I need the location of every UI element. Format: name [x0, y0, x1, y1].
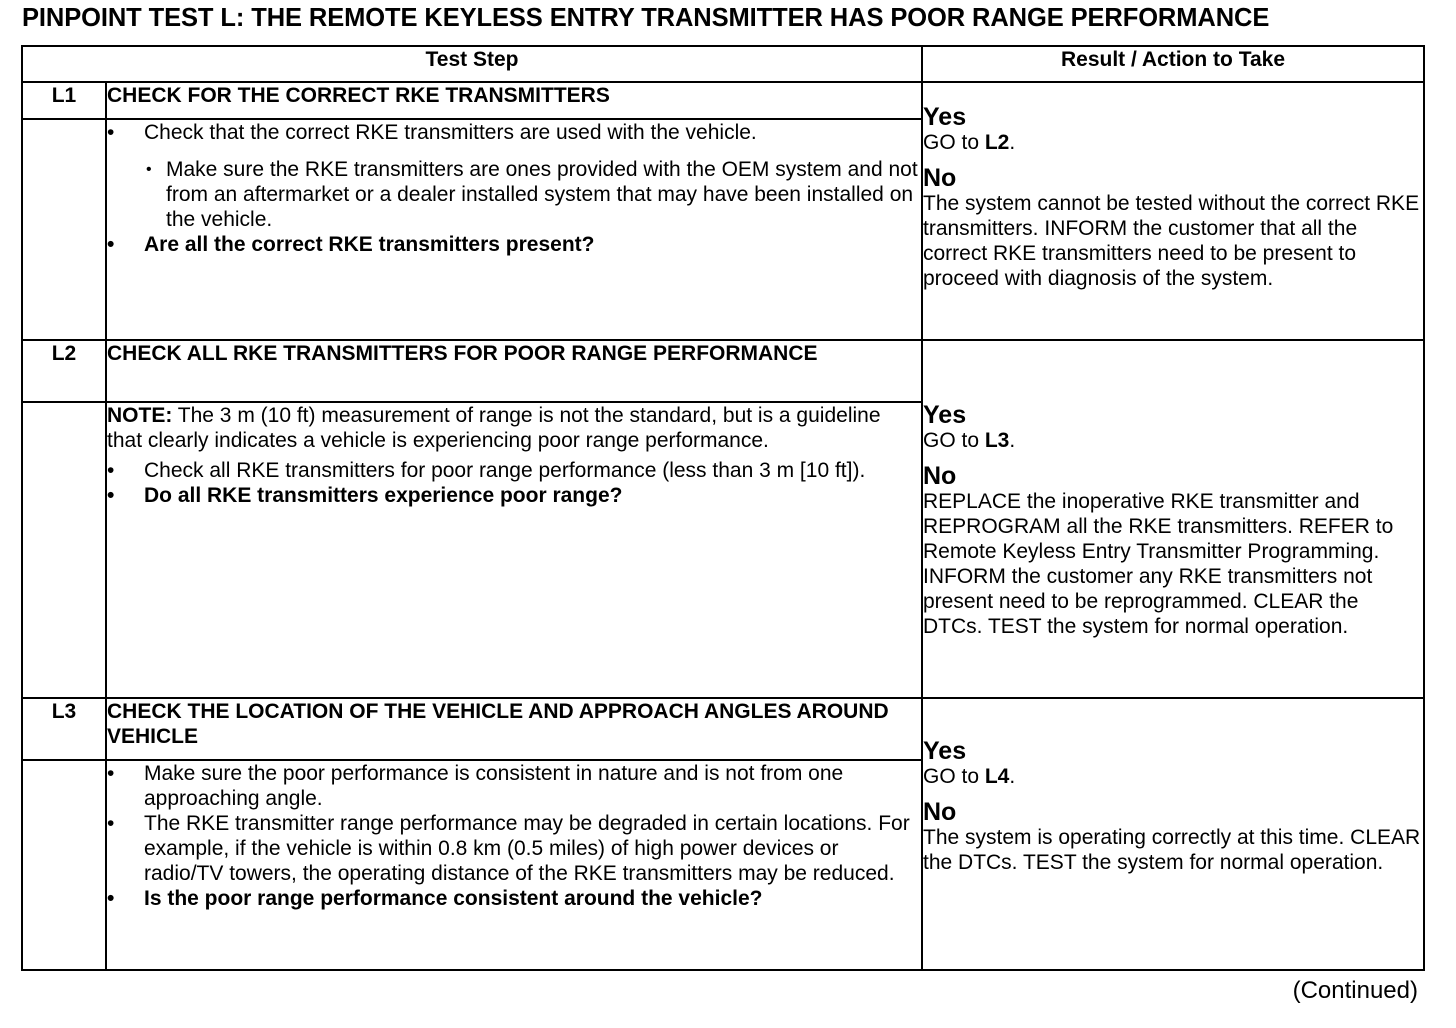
step-l3-result — [922, 698, 1424, 970]
step-question: • Are all the correct RKE transmitters present? — [107, 232, 921, 257]
step-l2-title-row — [22, 340, 1424, 402]
sub-list-item: • Make sure the RKE transmitters are ones provided with the OEM system and not from an aftermarket or a dealer installed system that may have been installed on the vehicle. — [107, 157, 921, 232]
list-item: • Check that the correct RKE transmitters are used with the vehicle. — [107, 120, 921, 145]
step-id: L3 — [22, 698, 106, 760]
continued-label: (Continued) — [1292, 977, 1418, 1004]
step-l1-result — [922, 82, 1424, 340]
no-label: No — [923, 462, 957, 490]
step-l2-body — [106, 402, 922, 698]
no-action: The system cannot be tested without the correct RKE transmitters. INFORM the customer that all the correct RKE transmitters need to be present to proceed with diagnosis of the system. — [923, 192, 1420, 290]
step-question: • Do all RKE transmitters experience poor range? — [107, 483, 921, 508]
yes-action: GO to L3. — [923, 429, 1016, 452]
page-title: PINPOINT TEST L: THE REMOTE KEYLESS ENTRY TRANSMITTER HAS POOR RANGE PERFORMANCE — [22, 4, 1270, 32]
step-heading: CHECK THE LOCATION OF THE VEHICLE AND APPROACH ANGLES AROUND VEHICLE — [106, 698, 922, 760]
note: NOTE: The 3 m (10 ft) measurement of range is not the standard, but is a guideline that clearly indicates a vehicle is experiencing poor range performance. — [107, 404, 881, 452]
no-label: No — [923, 798, 957, 826]
yes-label: Yes — [923, 737, 967, 765]
no-label: No — [923, 164, 957, 192]
step-id: L2 — [22, 340, 106, 402]
yes-action: GO to L4. — [923, 765, 1016, 788]
step-l1-title-row — [22, 82, 1424, 119]
no-action: The system is operating correctly at this time. CLEAR the DTCs. TEST the system for normal operation. — [923, 826, 1421, 874]
step-l2-result — [922, 340, 1424, 698]
pinpoint-test-table — [21, 45, 1425, 971]
no-action: REPLACE the inoperative RKE transmitter and REPROGRAM all the RKE transmitters. REFER to Remote Keyless Entry Transmitter Programming. INFORM the customer any RKE transmitters not present need to be reprogrammed. CLEAR the DTCs. TEST the system for normal operation. — [923, 490, 1394, 638]
list-item: • The RKE transmitter range performance may be degraded in certain locations. For example, if the vehicle is within 0.8 km (0.5 miles) of high power devices or radio/TV towers, the operating distance of the RKE transmitters may be reduced. — [107, 811, 921, 886]
step-l1-body — [106, 119, 922, 340]
step-l3-title-row — [22, 698, 1424, 760]
header-result: Result / Action to Take — [922, 46, 1424, 82]
step-question: • Is the poor range performance consistent around the vehicle? — [107, 886, 921, 911]
yes-label: Yes — [923, 103, 967, 131]
header-test-step: Test Step — [22, 46, 922, 82]
list-item: • Check all RKE transmitters for poor range performance (less than 3 m [10 ft]). — [107, 458, 921, 483]
step-id: L1 — [22, 82, 106, 119]
list-item: • Make sure the poor performance is consistent in nature and is not from one approaching angle. — [107, 761, 921, 811]
yes-action: GO to L2. — [923, 131, 1016, 154]
step-l3-body — [106, 760, 922, 970]
step-heading: CHECK ALL RKE TRANSMITTERS FOR POOR RANGE PERFORMANCE — [106, 340, 922, 402]
table-header-row — [22, 46, 1424, 82]
step-heading: CHECK FOR THE CORRECT RKE TRANSMITTERS — [106, 82, 922, 119]
yes-label: Yes — [923, 401, 967, 429]
